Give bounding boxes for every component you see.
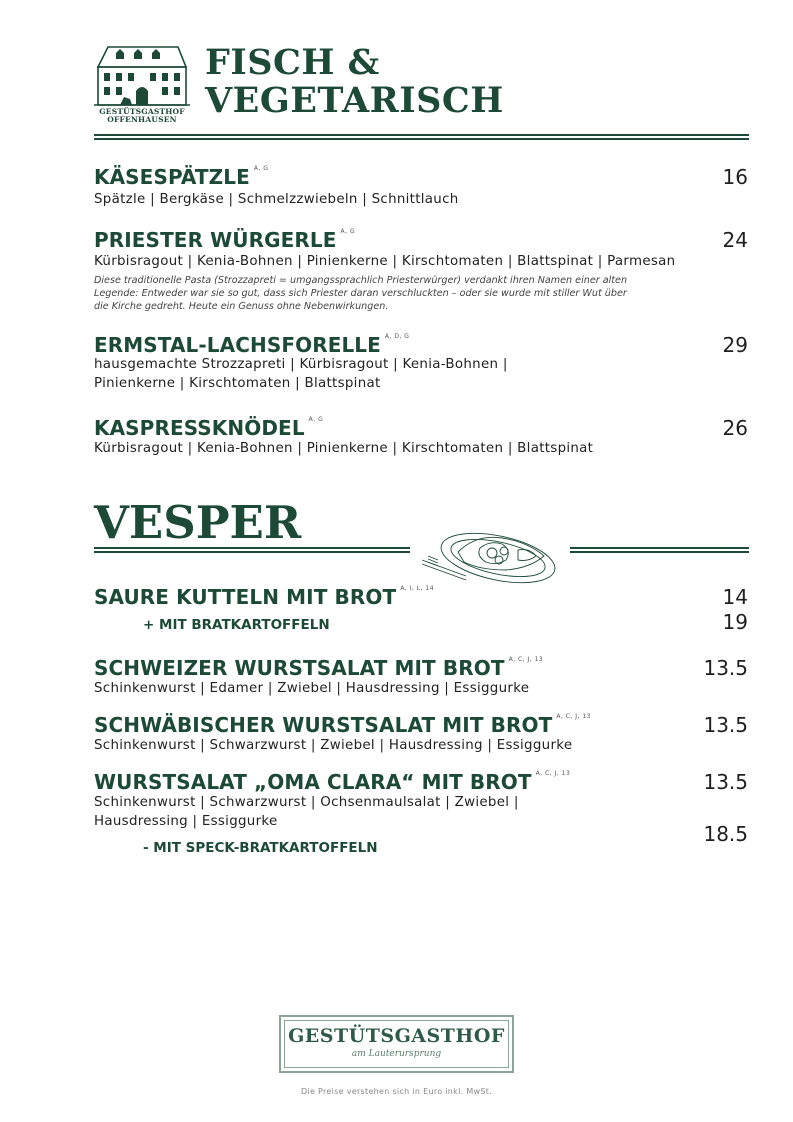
dish-note-line: die Kirche gedreht. Heute ein Genuss ohne Nebenwirkungen. bbox=[94, 301, 389, 312]
dish-note-line: Diese traditionelle Pasta (Strozzapreti = umgangssprachlich Priesterwürger) verdankt ihren Namen einer alten bbox=[94, 275, 628, 286]
dish-name: ERMSTAL-LACHSFORELLE $^{A, D, G}$ bbox=[94, 333, 410, 357]
vesper-divider-right bbox=[570, 547, 749, 553]
dish-name: WURSTSALAT „OMA CLARA“ MIT BROT $^{A, C, J, 13}$ bbox=[94, 770, 571, 794]
dish-price: 13.5 bbox=[703, 656, 748, 680]
dish-description: Schinkenwurst | Schwarzwurst | Zwiebel | Hausdressing | Essiggurke bbox=[94, 738, 573, 753]
price-note: Die Preise verstehen sich in Euro inkl. MwSt. bbox=[300, 1087, 493, 1096]
dish-description: Kürbisragout | Kenia-Bohnen | Pinienkerne | Kirschtomaten | Blattspinat | Parmesan bbox=[94, 254, 676, 269]
allergen-codes: A, G bbox=[308, 416, 324, 423]
dish-description: Kürbisragout | Kenia-Bohnen | Pinienkerne | Kirschtomaten | Blattspinat bbox=[94, 441, 594, 456]
allergen-codes: A, G bbox=[340, 228, 356, 235]
dish-price: 24 bbox=[722, 228, 748, 252]
dish-description-line: Hausdressing | Essiggurke bbox=[94, 814, 278, 829]
allergen-codes: A, I, L, 14 bbox=[400, 585, 435, 592]
dish-name: PRIESTER WÜRGERLE $^{A, G}$ bbox=[94, 228, 356, 252]
dish-price: 13.5 bbox=[703, 713, 748, 737]
dish-name: SCHWÄBISCHER WURSTSALAT MIT BROT $^{A, C, J, 13}$ bbox=[94, 713, 591, 737]
title-line2: VEGETARISCH bbox=[205, 80, 504, 121]
dish-price: 29 bbox=[722, 333, 748, 357]
dish-name: KASPRESSKNÖDEL $^{A, G}$ bbox=[94, 416, 324, 440]
allergen-codes: A, C, J, 13 bbox=[556, 713, 591, 720]
dish-description: Schinkenwurst | Edamer | Zwiebel | Hausdressing | Essiggurke bbox=[94, 681, 530, 696]
dish-note-line: Legende: Entweder war sie so gut, dass sich Priester daran verschluckten – oder sie wurde mit stiller Wut über bbox=[94, 288, 627, 299]
allergen-codes: A, C, J, 13 bbox=[508, 656, 544, 663]
dish-description: Spätzle | Bergkäse | Schmelzzwiebeln | Schnittlauch bbox=[94, 192, 459, 207]
addon-option: + MIT BRATKARTOFFELN bbox=[143, 617, 330, 633]
section-title-fisch bbox=[205, 44, 504, 120]
addon-price: 19 bbox=[722, 610, 748, 634]
allergen-codes: A, G bbox=[253, 165, 269, 172]
addon-price: 18.5 bbox=[703, 822, 748, 846]
dish-description-line: hausgemachte Strozzapreti | Kürbisragout | Kenia-Bohnen | bbox=[94, 357, 508, 372]
section-title-vesper: VESPER bbox=[94, 496, 302, 549]
footer-subtitle: am Lauterursprung bbox=[351, 1049, 442, 1059]
dish-price: 13.5 bbox=[703, 770, 748, 794]
vesper-divider-left bbox=[94, 547, 410, 553]
logo-text-line1: GESTÜTSGASTHOF bbox=[99, 107, 185, 116]
logo-text bbox=[94, 108, 190, 124]
dish-description-line: Pinienkerne | Kirschtomaten | Blattspinat bbox=[94, 376, 381, 391]
dish-name: SAURE KUTTELN MIT BROT $^{A, I, L, 14}$ bbox=[94, 585, 435, 609]
title-line1: FISCH & bbox=[205, 42, 380, 83]
header-divider bbox=[94, 134, 749, 140]
allergen-codes: A, C, J, 13 bbox=[535, 770, 571, 777]
dish-name: KÄSESPÄTZLE $^{A, G}$ bbox=[94, 165, 269, 189]
dish-price: 14 bbox=[722, 585, 748, 609]
plate-illustration-icon bbox=[420, 520, 566, 596]
footer-brand: GESTÜTSGASTHOF bbox=[288, 1025, 505, 1047]
addon-option: - MIT SPECK-BRATKARTOFFELN bbox=[143, 840, 378, 856]
dish-name: SCHWEIZER WURSTSALAT MIT BROT $^{A, C, J, 13}$ bbox=[94, 656, 544, 680]
allergen-codes: A, D, G bbox=[384, 333, 410, 340]
dish-description-line: Schinkenwurst | Schwarzwurst | Ochsenmaulsalat | Zwiebel | bbox=[94, 795, 519, 810]
logo-text-line2: OFFENHAUSEN bbox=[107, 115, 177, 124]
dish-price: 26 bbox=[722, 416, 748, 440]
dish-price: 16 bbox=[722, 165, 748, 189]
